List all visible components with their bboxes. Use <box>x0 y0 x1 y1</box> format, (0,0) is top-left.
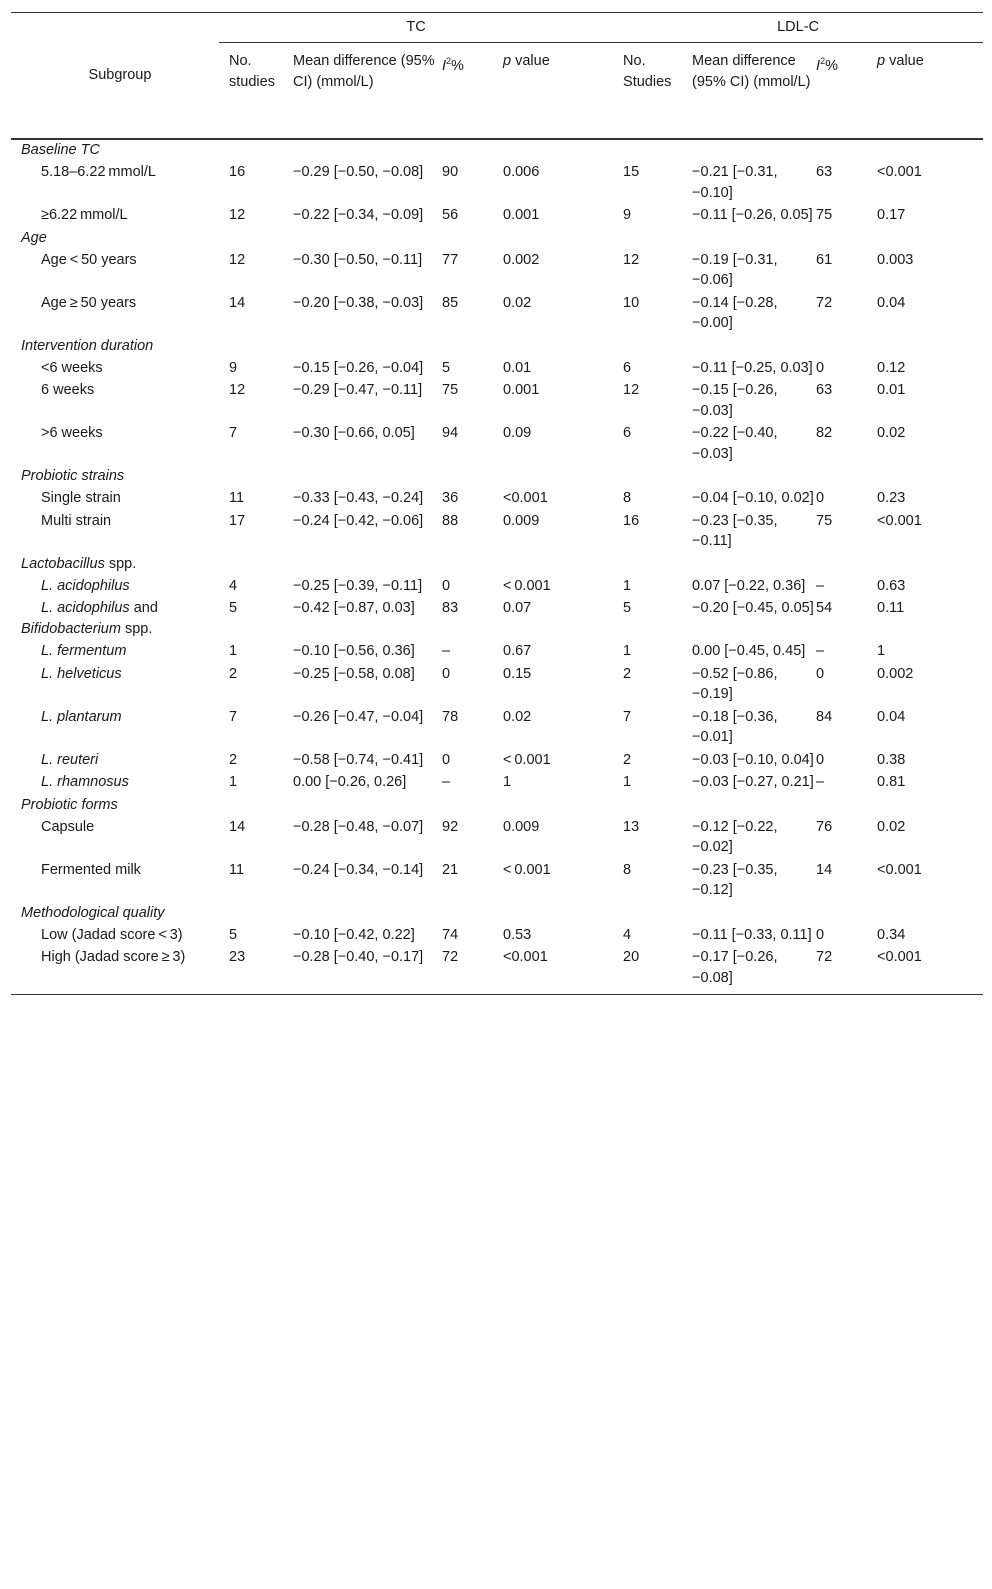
tc-mean-difference-cell: −0.20 [−0.38, −0.03] <box>293 294 424 311</box>
tc-group-header: TC <box>219 13 613 43</box>
tc-n-studies-cell: 7 <box>229 425 238 441</box>
ldl-p-value-cell: 0.02 <box>877 425 906 441</box>
ldl-p-value-cell: 0.63 <box>877 577 906 594</box>
tc-n-studies-cell: 12 <box>229 207 246 223</box>
tc-i2-cell: – <box>442 643 451 659</box>
tc-i2-label: % <box>451 57 464 74</box>
ldl-n-studies-cell: 7 <box>623 708 632 725</box>
tc-n-studies-cell: 12 <box>229 251 246 268</box>
ldl-p-value-cell: 1 <box>877 643 886 659</box>
ldl-n-studies-cell: 13 <box>623 818 640 835</box>
ldl-n-studies-cell: 10 <box>623 294 640 311</box>
tc-p-value-cell: 0.002 <box>503 251 540 268</box>
tc-n-studies-cell: 9 <box>229 359 238 376</box>
ldl-mean-difference-cell: −0.23 [−0.35, −0.12] <box>692 861 778 898</box>
tc-i2-cell: 78 <box>442 708 459 725</box>
tc-i2-cell: – <box>442 774 451 790</box>
ldl-i2-cell: 0 <box>816 926 825 943</box>
ldl-i2-cell: 82 <box>816 425 833 441</box>
ldl-i2-cell: 76 <box>816 818 833 835</box>
ldl-mean-difference-cell: −0.03 [−0.27, 0.21] <box>692 774 814 790</box>
table-row <box>11 293 983 336</box>
ldl-p-value-cell: <0.001 <box>877 164 922 180</box>
tc-p-value-cell: < 0.001 <box>503 861 551 878</box>
ldl-n-studies-cell: 15 <box>623 164 640 180</box>
tc-i2-cell: 0 <box>442 577 451 594</box>
ldl-n-studies-cell: 6 <box>623 425 632 441</box>
tc-mean-difference-cell: −0.26 [−0.47, −0.04] <box>293 708 424 725</box>
table-row <box>11 947 983 995</box>
section-title-text: Intervention duration <box>21 337 154 354</box>
tc-n-studies-cell: 23 <box>219 947 293 995</box>
tc-i2-cell: 72 <box>442 947 503 995</box>
tc-n-studies-cell: 11 <box>229 490 245 506</box>
tc-n-studies-cell: 2 <box>229 751 238 768</box>
row-label <box>11 817 219 860</box>
ldl-n-studies-cell: 16 <box>623 512 640 529</box>
ldl-p-value-cell: 0.01 <box>877 382 906 398</box>
tc-n-studies-cell: 17 <box>229 512 246 529</box>
i2-superscript: 2 <box>446 56 452 66</box>
ldl-i2-cell: 14 <box>816 861 833 878</box>
table-row <box>11 860 983 903</box>
tc-mean-difference-cell: −0.29 [−0.50, −0.08] <box>293 164 424 180</box>
section-title-text: Probiotic forms <box>21 796 118 813</box>
tc-p-header <box>503 43 613 140</box>
ldl-n-studies-cell: 6 <box>623 359 632 376</box>
tc-n-studies-cell: 14 <box>229 818 246 835</box>
subgroup-analysis-table <box>11 12 983 995</box>
tc-mean-difference-cell: −0.58 [−0.74, −0.41] <box>293 751 424 768</box>
tc-p-value-cell: 0.67 <box>503 643 532 659</box>
row-label-text: ≥6.22 mmol/L <box>41 207 128 223</box>
tc-n-studies-cell: 5 <box>229 926 238 943</box>
row-label-text: 5.18–6.22 mmol/L <box>41 164 156 180</box>
tc-i2-cell: 74 <box>442 926 459 943</box>
ldl-mean-difference-cell: −0.04 [−0.10, 0.02] <box>692 490 814 506</box>
section-header-row <box>11 228 983 250</box>
ldl-p-value-cell: 0.003 <box>877 251 914 268</box>
row-label <box>11 598 219 641</box>
row-label-text: L. fermentum <box>41 643 127 659</box>
table-row <box>11 817 983 860</box>
table-row <box>11 162 983 205</box>
tc-mean-difference-cell: −0.24 [−0.42, −0.06] <box>293 512 424 529</box>
ldl-mean-difference-cell: −0.19 [−0.31, −0.06] <box>692 251 778 288</box>
row-label <box>11 250 219 293</box>
section-title <box>11 139 983 162</box>
subgroup-header: Subgroup <box>11 13 219 140</box>
ldl-mean-difference-cell: −0.15 [−0.26, −0.03] <box>692 382 778 419</box>
section-header-row <box>11 336 983 358</box>
tc-mean-difference-cell: −0.10 [−0.42, 0.22] <box>293 926 415 943</box>
tc-n-studies-cell: 2 <box>229 665 238 682</box>
i2-superscript: 2 <box>820 56 826 66</box>
tc-i2-cell: 92 <box>442 818 459 835</box>
ldl-mean-difference-cell: −0.18 [−0.36, −0.01] <box>692 708 778 745</box>
row-label <box>11 664 219 707</box>
table-row <box>11 423 983 466</box>
ldl-mean-difference-cell: −0.11 [−0.25, 0.03] <box>692 359 813 376</box>
tc-i2-cell: 5 <box>442 359 451 376</box>
tc-mean-difference-cell: −0.33 [−0.43, −0.24] <box>293 490 424 506</box>
ldl-p-value-cell: 0.04 <box>877 708 906 725</box>
row-label-text: L. rhamnosus <box>41 774 129 790</box>
row-label <box>11 750 219 773</box>
ldl-n-studies-cell: 1 <box>623 643 632 659</box>
i2-symbol: I <box>816 57 821 74</box>
table-row <box>11 750 983 773</box>
table-row <box>11 205 983 228</box>
ldl-n-studies-cell: 2 <box>623 665 632 682</box>
section-header-row <box>11 795 983 817</box>
group-header-row <box>11 13 983 43</box>
tc-n-studies-cell: 7 <box>229 708 238 725</box>
section-title-text: Age <box>21 229 47 246</box>
row-label-text: Low (Jadad score < 3) <box>41 926 183 943</box>
section-title-text: Lactobacillus <box>21 555 105 572</box>
row-label <box>11 488 219 511</box>
ldl-n-studies-cell: 2 <box>623 751 632 768</box>
tc-mean-difference-cell: −0.25 [−0.58, 0.08] <box>293 665 415 682</box>
tc-p-value-cell: 0.15 <box>503 665 532 682</box>
row-label-text: L. reuteri <box>41 751 99 768</box>
ldl-i2-label: % <box>825 57 838 74</box>
tc-mean-difference-cell: −0.28 [−0.40, −0.17] <box>293 947 442 995</box>
tc-p-value-cell: 0.009 <box>503 818 540 835</box>
table-row <box>11 488 983 511</box>
row-label <box>11 358 219 381</box>
ldl-i2-cell: 84 <box>816 708 833 725</box>
row-label <box>11 576 219 599</box>
row-label <box>11 860 219 903</box>
table-row <box>11 772 983 795</box>
ldl-p-value-cell: 0.34 <box>877 926 906 943</box>
p-symbol: p <box>503 53 512 69</box>
row-label-text: L. acidophilus <box>41 577 130 594</box>
ldl-i2-cell: 61 <box>816 251 833 268</box>
ldl-p-value-cell: <0.001 <box>877 512 922 529</box>
ldl-mean-difference-cell: −0.17 [−0.26, −0.08] <box>692 947 816 995</box>
ldl-p-value-cell: 0.04 <box>877 294 906 311</box>
tc-mean-difference-cell: −0.30 [−0.50, −0.11] <box>293 251 423 268</box>
ldl-mean-difference-cell: −0.21 [−0.31, −0.10] <box>692 164 778 201</box>
row-label-part: Bifidobacterium <box>21 620 121 637</box>
p-symbol: p <box>877 53 886 69</box>
ldl-i2-cell: 75 <box>816 512 833 529</box>
row-label <box>11 162 219 205</box>
tc-p-value-cell: 1 <box>503 774 512 790</box>
section-title <box>11 903 983 925</box>
ldl-n-studies-cell: 9 <box>623 207 632 223</box>
ldl-n-studies-cell: 12 <box>623 382 640 398</box>
row-label-text: Age < 50 years <box>41 251 137 268</box>
table-body <box>11 139 983 995</box>
row-label-text: >6 weeks <box>41 425 103 441</box>
table-row <box>11 250 983 293</box>
tc-n-studies-cell: 1 <box>229 643 238 659</box>
ldl-mean-difference-cell: 0.00 [−0.45, 0.45] <box>692 643 806 659</box>
ldl-n-studies-cell: 12 <box>623 251 640 268</box>
row-label-part: spp. <box>120 620 153 637</box>
section-title <box>11 466 983 488</box>
tc-p-value-cell: 0.02 <box>503 708 532 725</box>
ldl-mean-difference-cell: −0.14 [−0.28, −0.00] <box>692 294 778 331</box>
ldl-i2-cell: – <box>816 774 825 790</box>
row-label-text: Age ≥ 50 years <box>41 294 137 311</box>
ldl-n-studies-cell: 8 <box>623 490 632 506</box>
table-row <box>11 925 983 948</box>
row-label <box>11 772 219 795</box>
tc-mean-difference-cell: −0.25 [−0.39, −0.11] <box>293 577 423 594</box>
ldl-mean-difference-cell: −0.20 [−0.45, 0.05] <box>692 600 814 616</box>
section-title <box>11 554 983 576</box>
ldl-p-value-cell: 0.02 <box>877 818 906 835</box>
tc-mean-difference-cell: −0.24 [−0.34, −0.14] <box>293 861 424 878</box>
tc-i2-cell: 85 <box>442 294 459 311</box>
ldl-md-header: Mean difference (95% CI) (mmol/L) <box>692 43 816 140</box>
row-label-text: Capsule <box>41 818 95 835</box>
row-label-text: L. helveticus <box>41 665 122 682</box>
section-header-row <box>11 554 983 576</box>
ldl-p-value-cell: <0.001 <box>877 947 983 995</box>
ldl-p-value-cell: 0.23 <box>877 490 906 506</box>
ldl-n-studies-cell: 20 <box>613 947 692 995</box>
table-row <box>11 380 983 423</box>
tc-mean-difference-cell: −0.15 [−0.26, −0.04] <box>293 359 424 376</box>
ldl-i2-cell: 63 <box>816 164 833 180</box>
row-label-part: and <box>129 600 158 616</box>
ldl-n-studies-cell: 8 <box>623 861 632 878</box>
ldl-i2-cell: 0 <box>816 665 825 682</box>
ldl-n-studies-cell: 4 <box>623 926 632 943</box>
row-label <box>11 641 219 664</box>
ldl-p-label: value <box>889 53 924 69</box>
tc-p-value-cell: 0.53 <box>503 926 532 943</box>
ldl-mean-difference-cell: 0.07 [−0.22, 0.36] <box>692 577 806 594</box>
row-label <box>11 293 219 336</box>
tc-p-value-cell: 0.006 <box>503 164 540 180</box>
ldl-group-header: LDL-C <box>613 13 983 43</box>
ldl-i2-cell: 0 <box>816 359 825 376</box>
ldl-p-header <box>877 43 983 140</box>
tc-i2-cell: 75 <box>442 382 459 398</box>
ldl-i2-header <box>816 43 877 140</box>
ldl-mean-difference-cell: −0.11 [−0.33, 0.11] <box>692 926 812 943</box>
ldl-p-value-cell: <0.001 <box>877 861 922 878</box>
tc-i2-cell: 94 <box>442 425 459 441</box>
ldl-i2-cell: – <box>816 643 825 659</box>
ldl-p-value-cell: 0.11 <box>877 600 905 616</box>
tc-p-value-cell: < 0.001 <box>503 577 551 594</box>
ldl-i2-cell: 72 <box>816 947 877 995</box>
tc-i2-cell: 56 <box>442 207 459 223</box>
ldl-i2-cell: – <box>816 577 825 594</box>
table-row <box>11 576 983 599</box>
section-title-suffix: spp. <box>104 555 137 572</box>
tc-i2-cell: 0 <box>442 665 451 682</box>
tc-mean-difference-cell: −0.30 [−0.66, 0.05] <box>293 425 415 441</box>
ldl-i2-cell: 0 <box>816 751 825 768</box>
ldl-n-studies-cell: 1 <box>623 774 632 790</box>
section-header-row <box>11 903 983 925</box>
tc-mean-difference-cell: 0.00 [−0.26, 0.26] <box>293 774 407 790</box>
tc-n-studies-cell: 12 <box>229 382 246 398</box>
i2-symbol: I <box>442 57 447 74</box>
row-label-part: L. acidophilus <box>41 600 130 616</box>
tc-mean-difference-cell: −0.28 [−0.48, −0.07] <box>293 818 424 835</box>
tc-mean-difference-cell: −0.42 [−0.87, 0.03] <box>293 600 415 616</box>
ldl-n-studies-cell: 5 <box>623 600 632 616</box>
section-title <box>11 795 983 817</box>
tc-n-header: No. studies <box>219 43 293 140</box>
row-label <box>11 205 219 228</box>
tc-p-value-cell: 0.001 <box>503 207 540 223</box>
row-label <box>11 511 219 554</box>
tc-mean-difference-cell: −0.22 [−0.34, −0.09] <box>293 207 424 223</box>
tc-p-value-cell: 0.009 <box>503 512 540 529</box>
row-label <box>11 925 219 948</box>
table-row <box>11 664 983 707</box>
table-row <box>11 511 983 554</box>
ldl-i2-cell: 72 <box>816 294 833 311</box>
ldl-p-value-cell: 0.17 <box>877 207 906 223</box>
row-label <box>11 380 219 423</box>
section-header-row <box>11 466 983 488</box>
row-label <box>11 423 219 466</box>
ldl-p-value-cell: 0.002 <box>877 665 914 682</box>
row-label <box>11 707 219 750</box>
tc-p-value-cell: <0.001 <box>503 490 548 506</box>
ldl-p-value-cell: 0.38 <box>877 751 906 768</box>
ldl-mean-difference-cell: −0.12 [−0.22, −0.02] <box>692 818 778 855</box>
tc-p-value-cell: 0.09 <box>503 425 532 441</box>
ldl-i2-cell: 0 <box>816 490 825 506</box>
tc-p-value-cell: 0.01 <box>503 359 532 376</box>
row-label-text: 6 weeks <box>41 382 95 398</box>
tc-n-studies-cell: 14 <box>229 294 246 311</box>
tc-i2-cell: 0 <box>442 751 451 768</box>
tc-mean-difference-cell: −0.29 [−0.47, −0.11] <box>293 382 423 398</box>
tc-n-studies-cell: 4 <box>229 577 238 594</box>
row-label-text: High (Jadad score ≥ 3) <box>41 949 186 965</box>
ldl-p-value-cell: 0.81 <box>877 774 906 790</box>
table-row <box>11 707 983 750</box>
tc-i2-header <box>442 43 503 140</box>
ldl-mean-difference-cell: −0.52 [−0.86, −0.19] <box>692 665 778 702</box>
tc-n-studies-cell: 11 <box>229 861 245 878</box>
ldl-mean-difference-cell: −0.03 [−0.10, 0.04] <box>692 751 814 768</box>
tc-p-value-cell: < 0.001 <box>503 751 551 768</box>
row-label-text: L. plantarum <box>41 708 122 725</box>
section-title-text: Baseline TC <box>21 142 100 158</box>
ldl-mean-difference-cell: −0.11 [−0.26, 0.05] <box>692 207 813 223</box>
tc-i2-cell: 21 <box>442 861 459 878</box>
ldl-n-header: No. Studies <box>613 43 692 140</box>
ldl-mean-difference-cell: −0.22 [−0.40, −0.03] <box>692 425 778 462</box>
table-row <box>11 641 983 664</box>
row-label-text: Multi strain <box>41 512 112 529</box>
ldl-mean-difference-cell: −0.23 [−0.35, −0.11] <box>692 512 778 549</box>
section-title <box>11 336 983 358</box>
tc-md-header: Mean difference (95% CI) (mmol/L) <box>293 43 442 140</box>
tc-p-label: value <box>515 53 550 69</box>
section-title-text: Probiotic strains <box>21 468 125 484</box>
tc-p-value-cell: <0.001 <box>503 947 613 995</box>
tc-i2-cell: 83 <box>442 600 459 616</box>
tc-n-studies-cell: 1 <box>229 774 238 790</box>
section-header-row <box>11 139 983 162</box>
section-title-text: Methodological quality <box>21 904 165 921</box>
tc-n-studies-cell: 5 <box>229 600 238 616</box>
section-title <box>11 228 983 250</box>
row-label <box>11 947 219 995</box>
tc-i2-cell: 36 <box>442 490 459 506</box>
tc-p-value-cell: 0.07 <box>503 600 532 616</box>
tc-i2-cell: 77 <box>442 251 459 268</box>
ldl-i2-cell: 54 <box>816 600 833 616</box>
ldl-i2-cell: 75 <box>816 207 833 223</box>
row-label-text: <6 weeks <box>41 359 103 376</box>
table-row <box>11 358 983 381</box>
row-label-text: Fermented milk <box>41 861 141 878</box>
table-row <box>11 598 983 641</box>
row-label-text: Single strain <box>41 490 121 506</box>
tc-i2-cell: 88 <box>442 512 459 529</box>
tc-n-studies-cell: 16 <box>229 164 246 180</box>
tc-p-value-cell: 0.001 <box>503 382 540 398</box>
tc-mean-difference-cell: −0.10 [−0.56, 0.36] <box>293 643 415 659</box>
ldl-n-studies-cell: 1 <box>623 577 632 594</box>
ldl-i2-cell: 63 <box>816 382 833 398</box>
ldl-p-value-cell: 0.12 <box>877 359 906 376</box>
tc-p-value-cell: 0.02 <box>503 294 532 311</box>
tc-i2-cell: 90 <box>442 164 459 180</box>
